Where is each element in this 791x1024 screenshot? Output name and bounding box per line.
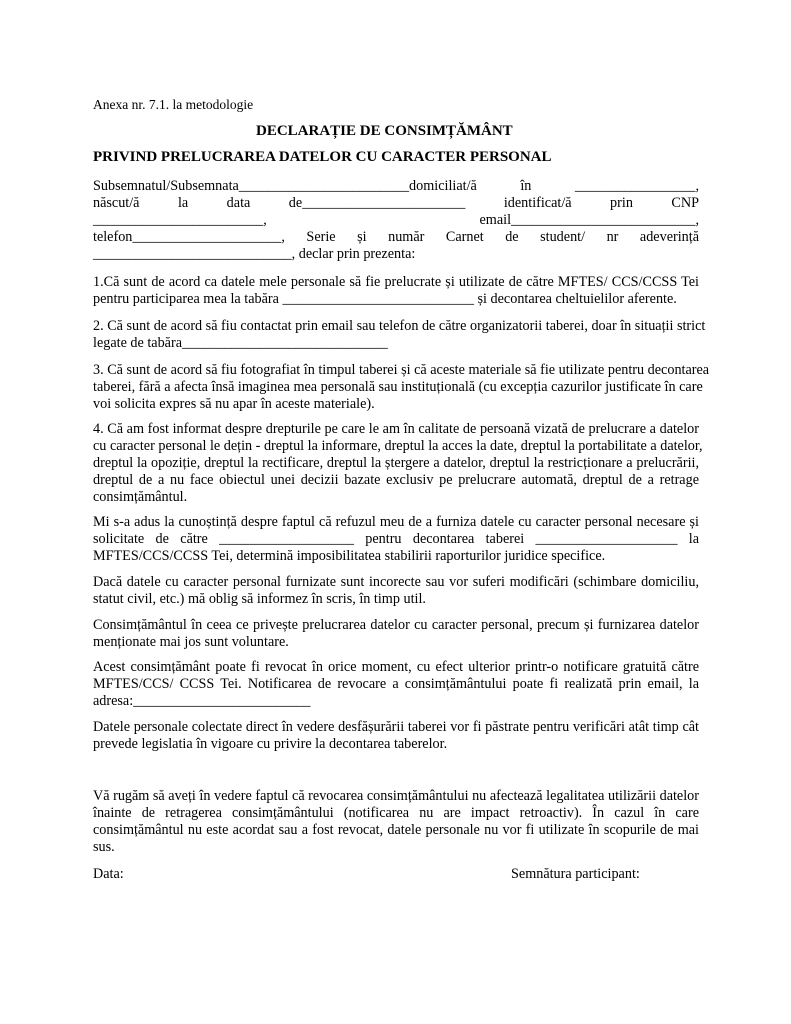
revocation-effect-paragraph [93,788,699,856]
paragraph-line: menționate mai jos sunt voluntare. [93,634,289,650]
retention-paragraph [93,719,699,753]
intro-declaration [93,178,699,263]
paragraph-line: solicitate de către ___________________ pentru decontarea taberei ____________________ la [93,531,699,547]
paragraph-line: prevede legislatia în vigoare cu privire la decontarea taberelor. [93,736,448,752]
paragraph-line: Mi s-a adus la cunoștință despre faptul că refuzul meu de a furniza datele cu caracter personal necesare și [93,514,699,530]
paragraph-line: înainte de retragerea consimțământului (notificarea nu are impact retroactiv). În cazul în care [93,805,699,821]
paragraph-line: 2. Că sunt de acord să fiu contactat prin email sau telefon de către organizatorii taberei, doar în situații strict [93,318,706,334]
paragraph-line: MFTES/CCS/ CCSS Tei. Notificarea de revocare a consimțământului poate fi realizată prin email, la [93,676,699,692]
paragraph-line: statut civil, etc.) mă oblig să informez în scris, în timp util. [93,591,426,607]
intro-line-name: Subsemnatul/Subsemnata________________________domiciliat/ă în _________________, [93,178,699,194]
intro-line-declare: ____________________________, declar prin prezenta: [93,246,416,262]
paragraph-line: Acest consimțământ poate fi revocat în orice moment, cu efect ulterior printr-o notificare gratuită către [93,659,699,675]
paragraph-line: 1.Că sunt de acord ca datele mele personale să fie prelucrate și utilizate de către MFTES/ CCS/CCSS Tei [93,274,699,290]
consent-paragraph-2 [93,318,706,352]
revocation-paragraph [93,659,699,710]
paragraph-line: Dacă datele cu caracter personal furnizate sunt incorecte sau vor suferi modificări (schimbare domiciliu, [93,574,699,590]
document-title: DECLARAȚIE DE CONSIMȚĂMÂNT [256,123,513,139]
paragraph-line: voi solicita expres să nu apar în aceste materiale). [93,396,375,412]
intro-line-birth: născut/ă la data de_______________________ identificat/ă prin CNP [93,195,699,211]
paragraph-line: Consimțământul în ceea ce privește prelucrarea datelor cu caracter personal, precum și furnizarea datelor [93,617,699,633]
signature-label: Semnătura participant: [511,866,640,882]
paragraph-line: 3. Că sunt de acord să fiu fotografiat în timpul taberei și că aceste materiale să fie utilizate pentru decontarea [93,362,710,378]
intro-line-phone: telefon_____________________, Serie și număr Carnet de student/ nr adeverință [93,229,699,245]
date-label: Data: [93,866,124,882]
paragraph-line: consimțământul. [93,489,188,505]
paragraph-line: taberei, fără a afecta însă imaginea mea personală sau instituțională (cu excepția cazurilor justificate în care [93,379,703,395]
paragraph-line: dreptul la opoziție, dreptul la rectificare, dreptul la ștergere a datelor, dreptul la restricționare a prelucrării, [93,455,699,471]
paragraph-line: legate de tabăra_____________________________ [93,335,388,351]
annex-reference: Anexa nr. 7.1. la metodologie [93,97,254,112]
paragraph-line: MFTES/CCS/CCSS Tei, determină imposibilitatea stabilirii raporturilor juridice specifice. [93,548,606,564]
paragraph-line: adresa:_________________________ [93,693,311,709]
intro-line-email: ________________________, email__________________________, [93,212,699,228]
paragraph-line: Vă rugăm să aveți în vedere faptul că revocarea consimțământului nu afectează legalitatea utilizării datelor [93,788,699,804]
paragraph-line: pentru participarea mea la tabăra ___________________________ și decontarea cheltuielilor aferente. [93,291,677,307]
paragraph-line: 4. Că am fost informat despre drepturile pe care le am în calitate de persoană vizată de prelucrare a datelor [93,421,699,437]
voluntary-consent-paragraph [93,617,699,651]
refusal-notice-paragraph [93,514,699,565]
data-update-paragraph [93,574,699,608]
paragraph-line: dreptul de a nu face obiectul unei decizii bazate exclusiv pe prelucrare automată, dreptul de a retrage [93,472,699,488]
consent-paragraph-3 [93,362,710,413]
consent-paragraph-1 [93,274,699,308]
paragraph-line: sus. [93,839,115,855]
document-subtitle: PRIVIND PRELUCRAREA DATELOR CU CARACTER PERSONAL [93,149,552,165]
paragraph-line: consimțământul nu este acordat sau a fost revocat, datele personale nu vor fi utilizate în scopurile de mai [93,822,699,838]
consent-paragraph-4 [93,421,703,506]
paragraph-line: cu caracter personal le dețin - dreptul la informare, dreptul la acces la date, dreptul la portabilitate a datelor, [93,438,703,454]
paragraph-line: Datele personale colectate direct în vedere desfășurării taberei vor fi păstrate pentru verificări atât timp cât [93,719,699,735]
